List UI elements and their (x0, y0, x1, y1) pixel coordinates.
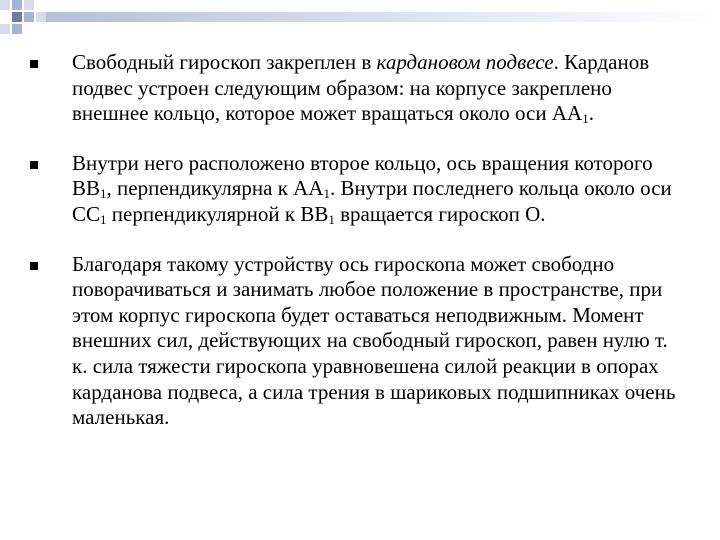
bullet-item (28, 151, 688, 228)
square-bullet-icon (30, 161, 38, 169)
bullet-item (28, 252, 688, 431)
bullet-text: Свободный гироскоп закреплен в кардановом подвесе. Карданов подвес устроен следующим образом: на корпусе закреплено внешнее кольцо, которое может вращаться около оси $АА_1$. (72, 50, 650, 127)
bullet-text: Благодаря такому устройству ось гироскопа может свободно поворачиваться и занимать любое положение в пространстве, при этом корпус гироскопа будет оставаться неподвижным. Момент внешних сил, действующих на свободный гироскоп, равен нулю т. к. сила тяжести гироскопа уравновешена силой реакции в опорах карданова подвеса, а сила трения в шариковых подшипниках очень маленькая. (72, 251, 676, 430)
square-bullet-icon (30, 60, 38, 68)
bullet-text: Внутри него расположено второе кольцо, ось вращения которого $ВВ_1$, перпендикулярна к $АА_1$. Внутри последнего кольца около оси $СС_1$ перпендикулярной к $ВВ_1$ вращается гироскоп О. (72, 150, 672, 227)
square-bullet-icon (30, 262, 38, 270)
bullet-list (28, 16, 688, 431)
bullet-item (28, 50, 688, 127)
